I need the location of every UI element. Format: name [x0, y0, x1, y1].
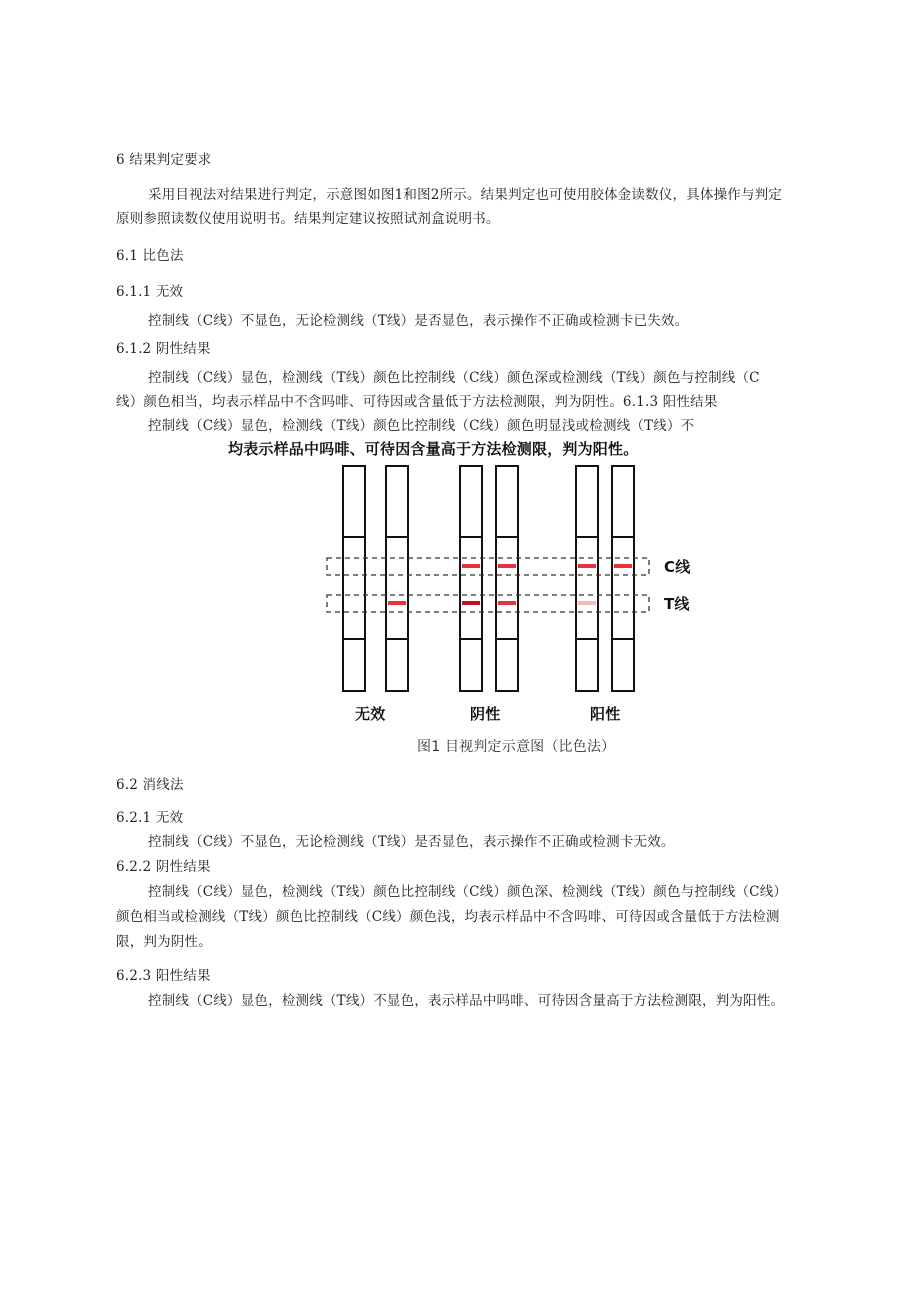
strip-positive-2 — [612, 466, 634, 691]
strip-invalid-1 — [343, 466, 365, 691]
figure-1-caption: 图1 目视判定示意图（比色法） — [417, 739, 616, 755]
section-6-2-1-text: 控制线（C线）不显色，无论检测线（T线）是否显色，表示操作不正确或检测卡无效。 — [148, 834, 675, 850]
strip-invalid-2 — [386, 466, 408, 691]
t-line-label: T线 — [664, 595, 690, 613]
band-negative-2-t — [498, 601, 516, 605]
strip-positive-1 — [576, 466, 598, 691]
section-6-2-1-heading: 6.2.1 无效 — [116, 810, 184, 826]
section-6-1-2-line2: 线）颜色相当，均表示样品中不含吗啡、可待因或含量低于方法检测限，判为阴性。6.1.3 阳性结果 — [116, 394, 718, 410]
band-negative-1-c — [462, 564, 480, 568]
section-6-intro-line2: 原则参照读数仪使用说明书。结果判定建议按照试剂盒说明书。 — [116, 211, 500, 227]
section-6-2-2-line3: 限，判为阴性。 — [116, 934, 212, 950]
t-line-zone — [327, 595, 649, 612]
band-invalid-t — [388, 601, 406, 605]
section-6-2-3-text: 控制线（C线）显色，检测线（T线）不显色，表示样品中吗啡、可待因含量高于方法检测限，判为阳性。 — [148, 993, 785, 1009]
c-line-zone — [327, 558, 649, 575]
section-6-1-1-heading: 6.1.1 无效 — [116, 284, 184, 300]
c-line-label: C线 — [664, 558, 691, 576]
section-6-2-2-line1: 控制线（C线）显色，检测线（T线）颜色比控制线（C线）颜色深、检测线（T线）颜色与控制线（C线） — [148, 884, 788, 900]
band-positive-1-c — [578, 564, 596, 568]
strip-negative-1 — [460, 466, 482, 691]
section-6-2-3-heading: 6.2.3 阳性结果 — [116, 968, 211, 984]
group-label-invalid: 无效 — [355, 705, 386, 723]
section-6-2-2-heading: 6.2.2 阴性结果 — [116, 859, 211, 875]
section-6-1-heading: 6.1 比色法 — [116, 248, 184, 264]
section-6-1-3-line1: 控制线（C线）显色，检测线（T线）颜色比控制线（C线）颜色明显浅或检测线（T线）不 — [148, 418, 695, 434]
section-6-1-2-line1: 控制线（C线）显色，检测线（T线）颜色比控制线（C线）颜色深或检测线（T线）颜色与控制线（C — [148, 370, 760, 386]
section-6-1-3-line2: 均表示样品中吗啡、可待因含量高于方法检测限，判为阳性。 — [228, 440, 639, 458]
section-6-1-2-heading: 6.1.2 阴性结果 — [116, 341, 211, 357]
band-negative-1-t — [462, 601, 480, 605]
band-positive-2-c — [614, 564, 632, 568]
section-6-2-2-line2: 颜色相当或检测线（T线）颜色比控制线（C线）颜色浅，均表示样品中不含吗啡、可待因或含量低于方法检测 — [116, 909, 780, 925]
section-6-2-heading: 6.2 消线法 — [116, 777, 184, 793]
section-6-heading: 6 结果判定要求 — [116, 152, 212, 168]
band-negative-2-c — [498, 564, 516, 568]
strip-negative-2 — [496, 466, 518, 691]
section-6-intro-line1: 采用目视法对结果进行判定，示意图如图1和图2所示。结果判定也可使用胶体金读数仪，具体操作与判定 — [148, 187, 783, 203]
band-positive-1-t — [578, 601, 596, 605]
group-label-positive: 阳性 — [590, 705, 621, 723]
section-6-1-1-text: 控制线（C线）不显色，无论检测线（T线）是否显色，表示操作不正确或检测卡已失效。 — [148, 313, 689, 329]
group-label-negative: 阴性 — [470, 705, 501, 723]
